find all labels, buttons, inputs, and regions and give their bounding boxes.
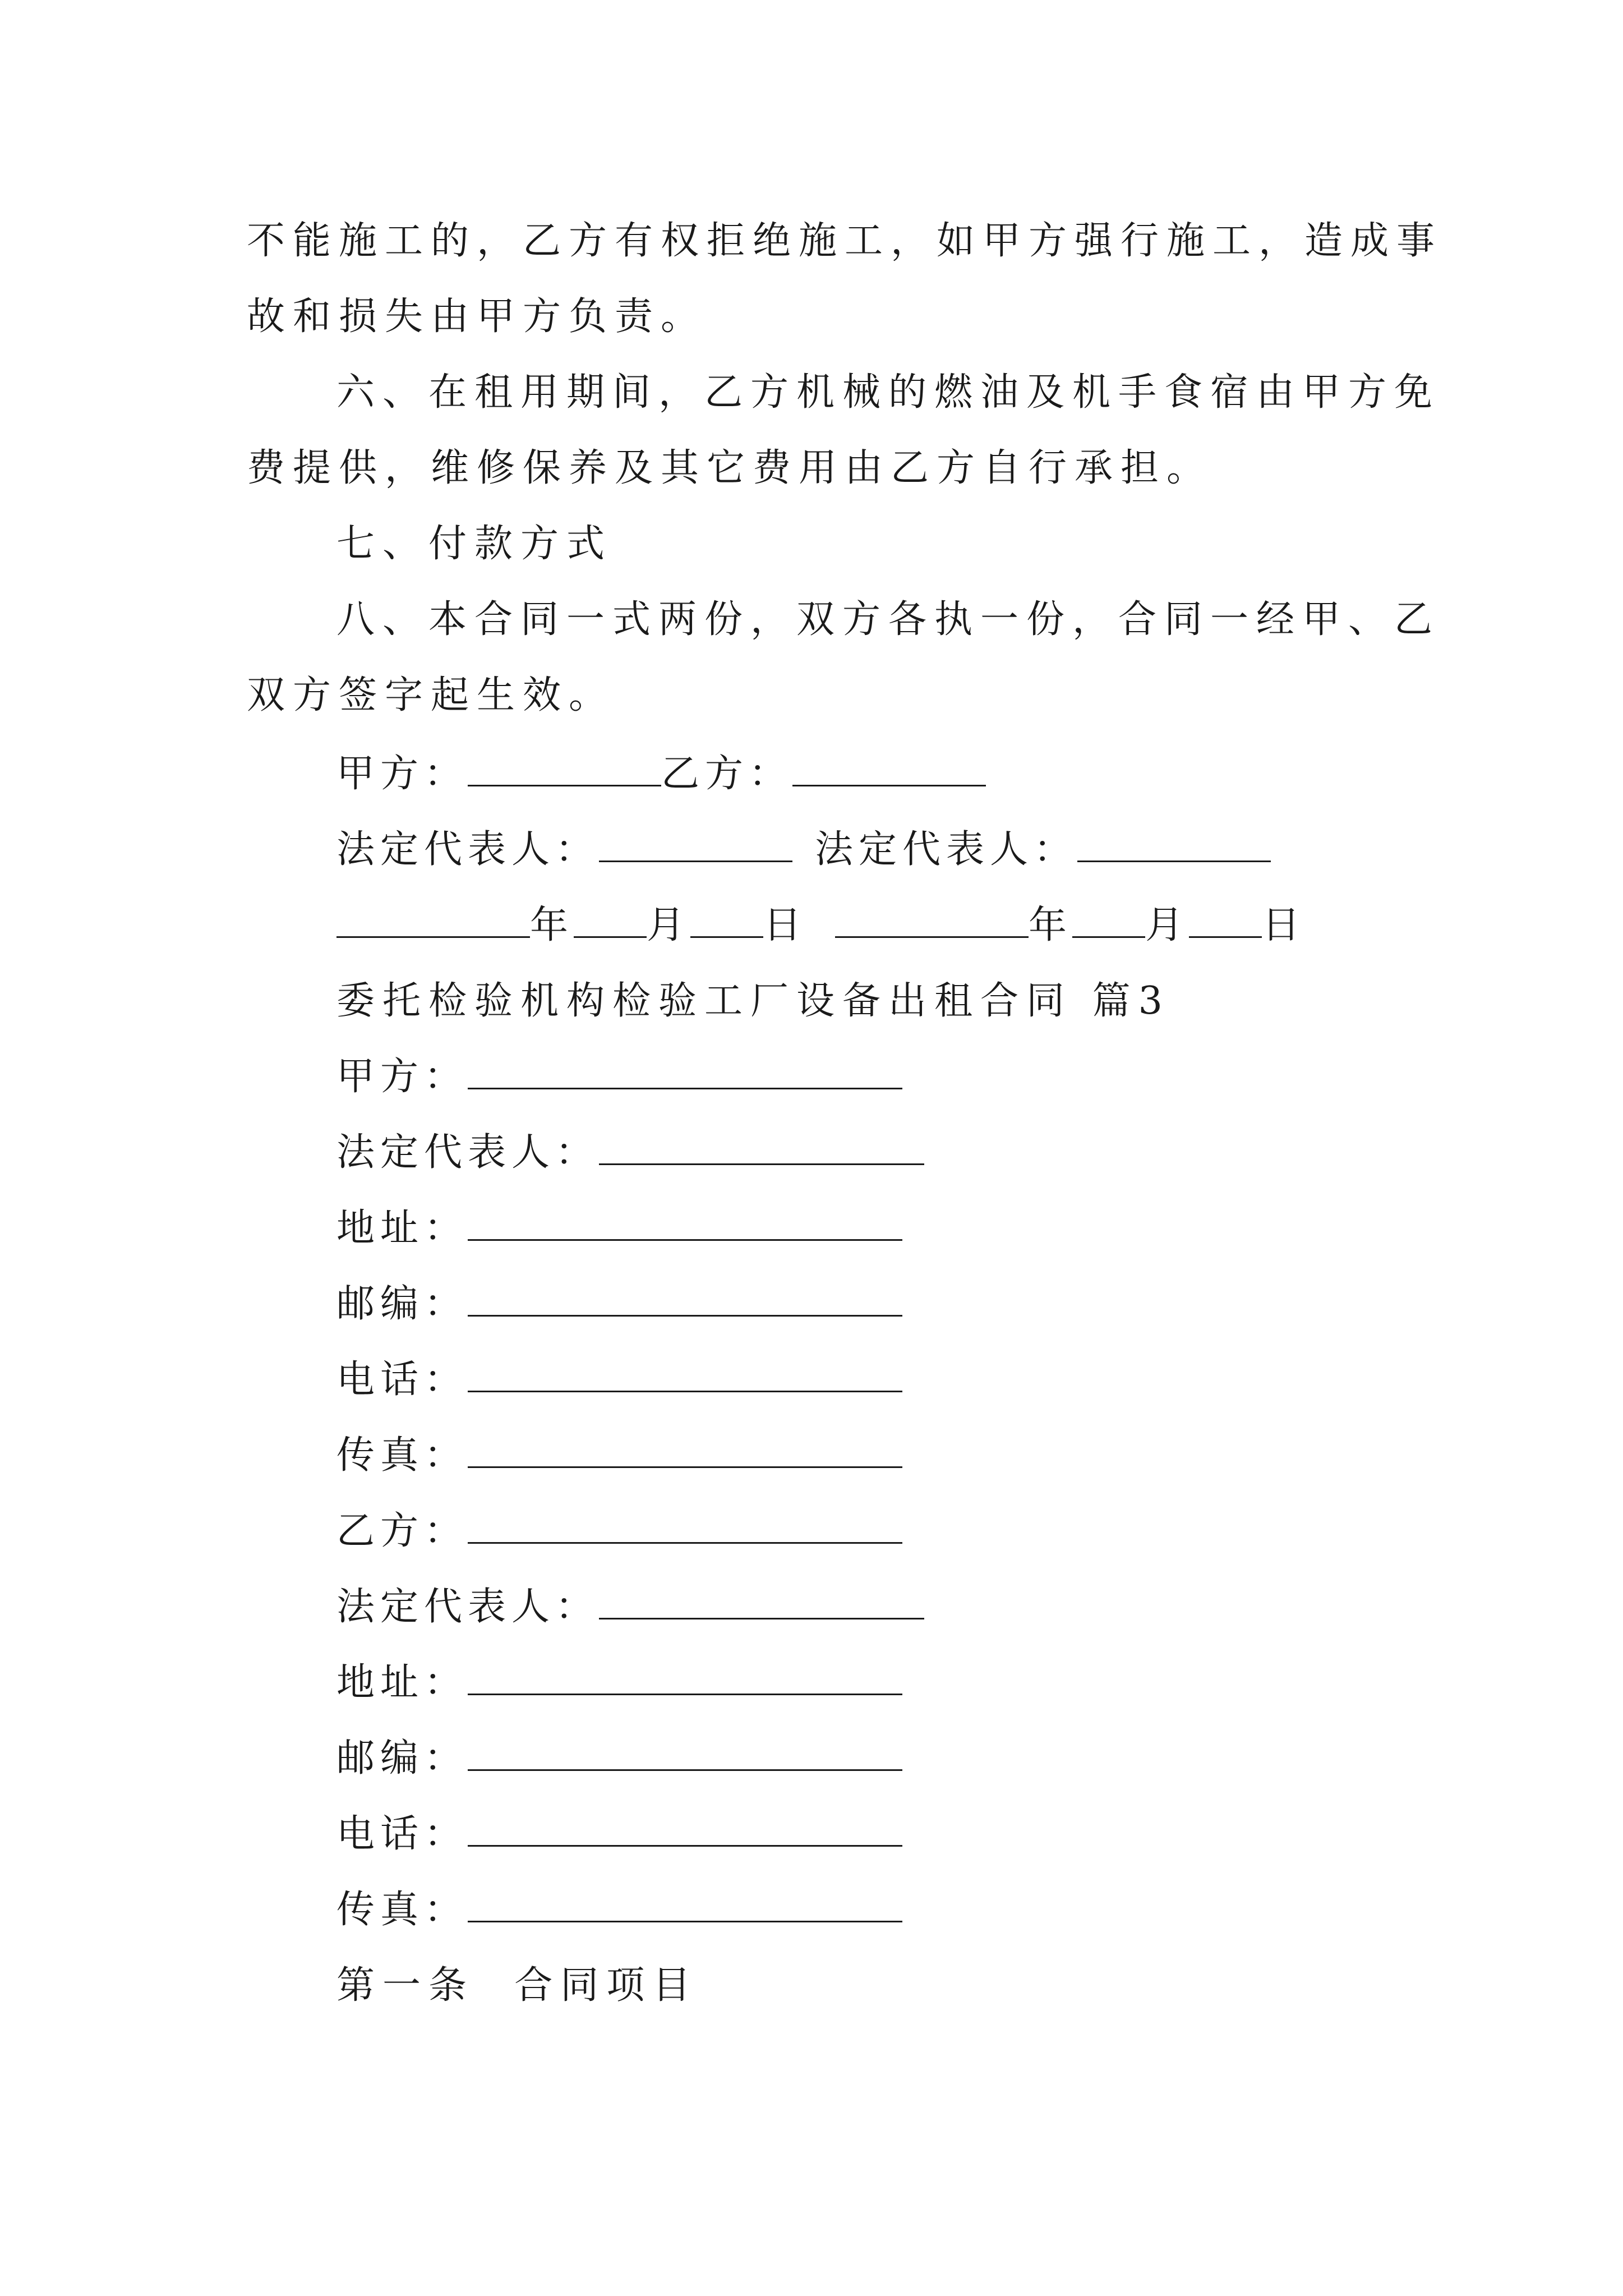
field-label: 邮编：	[336, 1282, 468, 1326]
legal-rep-a-label: 法定代表人：	[336, 827, 600, 872]
field-label: 传真：	[336, 1433, 468, 1478]
year-label: 年	[530, 903, 574, 947]
field-blank	[468, 1659, 902, 1695]
legal-rep-b-blank	[1077, 826, 1271, 862]
field-blank	[468, 1734, 902, 1771]
field-blank	[468, 1356, 902, 1392]
signature-legal-rep-row	[336, 825, 1271, 875]
legal-rep-b-label: 法定代表人：	[815, 827, 1078, 872]
paragraph-line: 双方签字起生效。	[247, 673, 615, 717]
field-label: 邮编：	[336, 1736, 468, 1780]
form-field-row	[336, 1885, 902, 1935]
paragraph-line: 七、付款方式	[336, 522, 613, 566]
party-a-label: 甲方：	[336, 752, 468, 796]
day-b-blank	[1189, 901, 1262, 938]
form-field-row	[336, 1279, 902, 1329]
field-label: 乙方：	[336, 1509, 468, 1553]
form-field-row	[336, 1658, 902, 1708]
month-label: 月	[647, 903, 691, 947]
field-blank	[468, 1886, 902, 1922]
field-blank	[468, 1432, 902, 1468]
field-label: 电话：	[336, 1812, 468, 1856]
form-field-row	[336, 1809, 902, 1860]
article-heading: 第一条 合同项目	[336, 1963, 699, 2008]
field-blank	[599, 1129, 924, 1165]
signature-date-row	[336, 900, 1306, 951]
form-field-row	[336, 1506, 902, 1557]
field-label: 法定代表人：	[336, 1130, 600, 1175]
form-field-row	[336, 1203, 902, 1254]
form-field-row	[336, 1128, 924, 1178]
signature-parties-row	[336, 749, 986, 799]
party-b-blank	[792, 750, 986, 786]
field-label: 甲方：	[336, 1055, 468, 1099]
form-field-row	[336, 1430, 902, 1481]
day-label: 日	[1262, 903, 1306, 947]
month-label: 月	[1145, 903, 1189, 947]
field-blank	[468, 1507, 902, 1544]
legal-rep-a-blank	[599, 826, 792, 862]
day-label: 日	[763, 903, 808, 947]
field-label: 电话：	[336, 1358, 468, 1402]
year-label: 年	[1029, 903, 1073, 947]
paragraph-line: 费提供，维修保养及其它费用由乙方自行承担。	[247, 446, 1213, 490]
field-blank	[468, 1204, 902, 1241]
field-label: 传真：	[336, 1888, 468, 1932]
field-label: 地址：	[336, 1660, 468, 1705]
form-field-row	[336, 1733, 902, 1784]
field-blank	[468, 1280, 902, 1317]
day-a-blank	[690, 901, 763, 938]
field-blank	[468, 1053, 902, 1089]
year-a-blank	[336, 901, 530, 938]
party-b-label: 乙方：	[661, 752, 793, 796]
paragraph-line: 不能施工的，乙方有权拒绝施工，如甲方强行施工，造成事	[247, 219, 1443, 263]
field-label: 地址：	[336, 1206, 468, 1250]
section-title: 委托检验机构检验工厂设备出租合同 篇3	[336, 979, 1170, 1023]
party-a-blank	[468, 750, 661, 786]
month-b-blank	[1072, 901, 1145, 938]
paragraph-line: 故和损失由甲方负责。	[247, 295, 707, 339]
paragraph-line: 六、在租用期间，乙方机械的燃油及机手食宿由甲方免	[336, 370, 1441, 415]
field-label: 法定代表人：	[336, 1585, 600, 1629]
month-a-blank	[574, 901, 647, 938]
paragraph-line: 八、本合同一式两份，双方各执一份，合同一经甲、乙	[336, 597, 1441, 642]
year-b-blank	[835, 901, 1029, 938]
form-field-row	[336, 1582, 924, 1632]
field-blank	[468, 1810, 902, 1847]
form-field-row	[336, 1052, 902, 1102]
form-field-row	[336, 1355, 902, 1405]
field-blank	[599, 1583, 924, 1619]
